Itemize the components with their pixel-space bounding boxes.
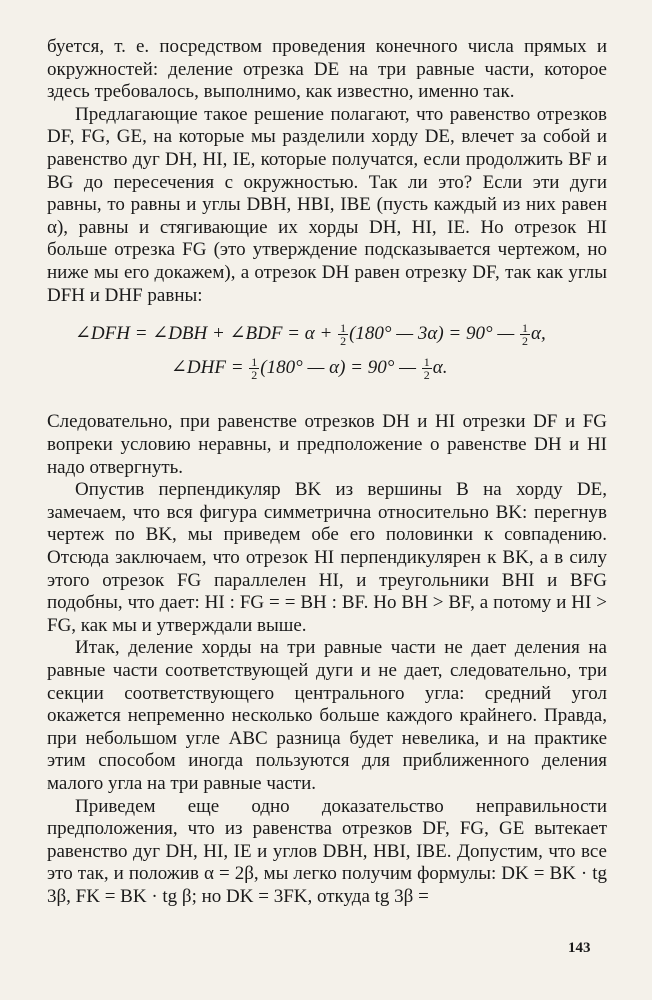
formula-dfh [75, 321, 607, 347]
formula-dfh-left: ∠DFH = ∠DBH + ∠BDF = α + [75, 323, 333, 345]
formula-dhf-mid: (180° — α) = 90° — [260, 357, 416, 379]
formula-dhf [171, 355, 607, 381]
fraction-half: $\frac{1}{2}$ [423, 355, 430, 383]
paragraph-5: Итак, деление хорды на три равные части не дает деления на равные части соответствующей дуги и не дает, следовательно, три секции соответствующего центрального угла: средний угол окажется непременно несколько больше каждого крайнего. Правда, при небольшом угле ABC разница будет невелика, и на практике этим способом иногда пользуются для приближенного деления малого угла на три равные части. [47, 637, 607, 794]
formula-dhf-right: α. [432, 357, 448, 379]
page-body [47, 36, 607, 908]
paragraph-1: буется, т. е. посредством проведения конечного числа прямых и окружностей: деление отрезка DE на три равные части, которое здесь требовалось, выполнимо, как известно, именно так. [47, 36, 607, 103]
paragraph-6: Приведем еще одно доказательство неправильности предположения, что из равенства отрезков DF, FG, GE вытекает равенство дуг DH, HI, IE и углов DBH, HBI, IBE. Допустим, что все это так, и положив α = 2β, мы легко получим формулы: DK = BK · tg 3β, FK = BK · tg β; но DK = 3FK, откуда tg 3β = [47, 795, 607, 907]
paragraph-3: Следовательно, при равенстве отрезков DH и HI отрезки DF и FG вопреки условию неравны, и предположение о равенстве DH и HI надо отвергнуть. [47, 411, 607, 478]
page-number: 143 [568, 940, 591, 956]
formula-dfh-mid: (180° — 3α) = 90° — [349, 323, 515, 345]
fraction-half: $\frac{1}{2}$ [340, 321, 347, 349]
formula-dfh-right: α, [531, 323, 546, 345]
paragraph-4: Опустив перпендикуляр BK из вершины B на хорду DE, замечаем, что вся фигура симметрична относительно BK: перегнув чертеж по BK, мы приведем обе его половинки к совпадению. Отсюда заключаем, что отрезок HI перпендикулярен к BK, а в силу этого отрезок FG параллелен HI, и треугольники BHI и BFG подобны, что дает: HI : FG = = BH : BF. Но BH > BF, а потому и HI > FG, как мы и утверждали выше. [47, 479, 607, 636]
fraction-half: $\frac{1}{2}$ [251, 355, 258, 383]
formula-dhf-left: ∠DHF = [171, 357, 244, 379]
paragraph-2: Предлагающие такое решение полагают, что равенство отрезков DF, FG, GE, на которые мы разделили хорду DE, влечет за собой и равенство дуг DH, HI, IE, которые получатся, если продолжить BF и BG до пересечения с окружностью. Так ли это? Если эти дуги равны, то равны и углы DBH, HBI, IBE (пусть каждый из них равен α), равны и стягивающие их хорды DH, HI, IE. Но отрезок HI больше отрезка FG (это утверждение подсказывается чертежом, но ниже мы его докажем), а отрезок DH равен отрезку DF, так как углы DFH и DHF равны: [47, 103, 607, 306]
fraction-half: $\frac{1}{2}$ [522, 321, 528, 349]
